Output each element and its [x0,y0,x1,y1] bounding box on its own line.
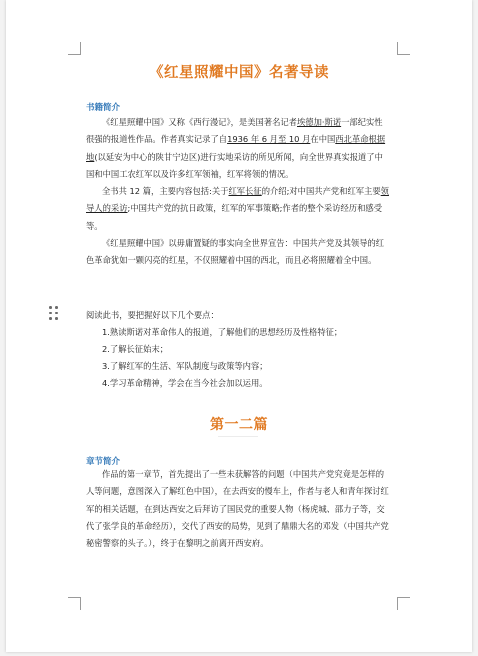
chapter-intro-paragraph-1[interactable] [86,466,390,552]
text-run: 在中国 [310,134,336,145]
divider [218,436,258,437]
text-run: ;中国共产党的抗日政策，红军的军事策略;作者的整个采访经历和感受等。 [86,203,382,231]
chapter-intro-body[interactable] [86,466,390,552]
text-run: 的介绍;对中国共产党和红军主要 [261,186,381,197]
document-page [6,0,472,652]
drag-handle-icon[interactable] [49,306,59,320]
underlined-interviews: 领导人的采访 [86,186,389,214]
book-intro-heading[interactable]: 书籍简介 [86,103,121,113]
underlined-date: 1936 年 6 月至 10 月 [227,134,311,145]
book-intro-body[interactable] [86,114,390,270]
text-run: 全书共 12 篇，主要内容包括:关于 [102,186,229,197]
page-corner-mark [397,597,410,610]
page-corner-mark [397,42,410,55]
text-run: 一部纪实性很强的报道性作品。作者真实记录了自 [86,117,383,145]
underlined-place: 西北革命根据地 [86,134,386,162]
text-run: 《红星照耀中国》以毋庸置疑的事实向全世界宣告：中国共产党及其领导的红色革命犹如一颗闪亮的红星，不仅照耀着中国的西北，而且必将照耀着全中国。 [86,238,385,266]
key-point-3[interactable]: 3.了解红军的生活、军队制度与政策等内容； [102,361,268,371]
page-corner-mark [68,42,81,55]
book-intro-paragraph-2[interactable] [86,183,390,235]
reading-intro[interactable]: 阅读此书，要把握好以下几个要点： [86,310,219,320]
chapter-title[interactable]: 第一二篇 [210,417,268,433]
chapter-intro-heading[interactable]: 章节简介 [86,457,121,467]
book-intro-paragraph-3[interactable] [86,235,390,270]
book-intro-paragraph-1[interactable] [86,114,390,183]
page-corner-mark [68,597,81,610]
underlined-author: 埃德加·斯诺 [296,117,342,127]
key-point-1[interactable]: 1.熟读斯诺对革命伟人的报道，了解他们的思想经历及性格特征； [102,327,343,337]
document-title[interactable]: 《红星照耀中国》名著导读 [149,65,329,81]
text-run: (以延安为中心的陕甘宁边区)进行实地采访的所见所闻，向全世界真实报道了中国和中国工农红军以及许多红军领袖，红军将领的情况。 [86,151,383,179]
text-run: 作品的第一章节，首先提出了一些未获解答的问题（中国共产党究竟是怎样的人等问题，意图深入了解红色中国），在去西安的慢车上，作者与老人和青年探讨红军的相关话题，在到达西安之后拜访了国民党的重要人物（杨虎城、邵力子等，交代了张学良的革命经历），交代了西安的局势，见到了鼎鼎大名的邓发（中国共产党秘密警察的头子。），终于在黎明之前离开西安府。 [86,469,389,549]
underlined-long-march: 红军长征 [228,186,262,197]
key-point-2[interactable]: 2.了解长征始末； [102,344,168,354]
key-point-4[interactable]: 4.学习革命精神，学会在当今社会加以运用。 [102,378,268,388]
text-run: 《红星照耀中国》又称《西行漫记》，是美国著名记者 [102,117,297,127]
